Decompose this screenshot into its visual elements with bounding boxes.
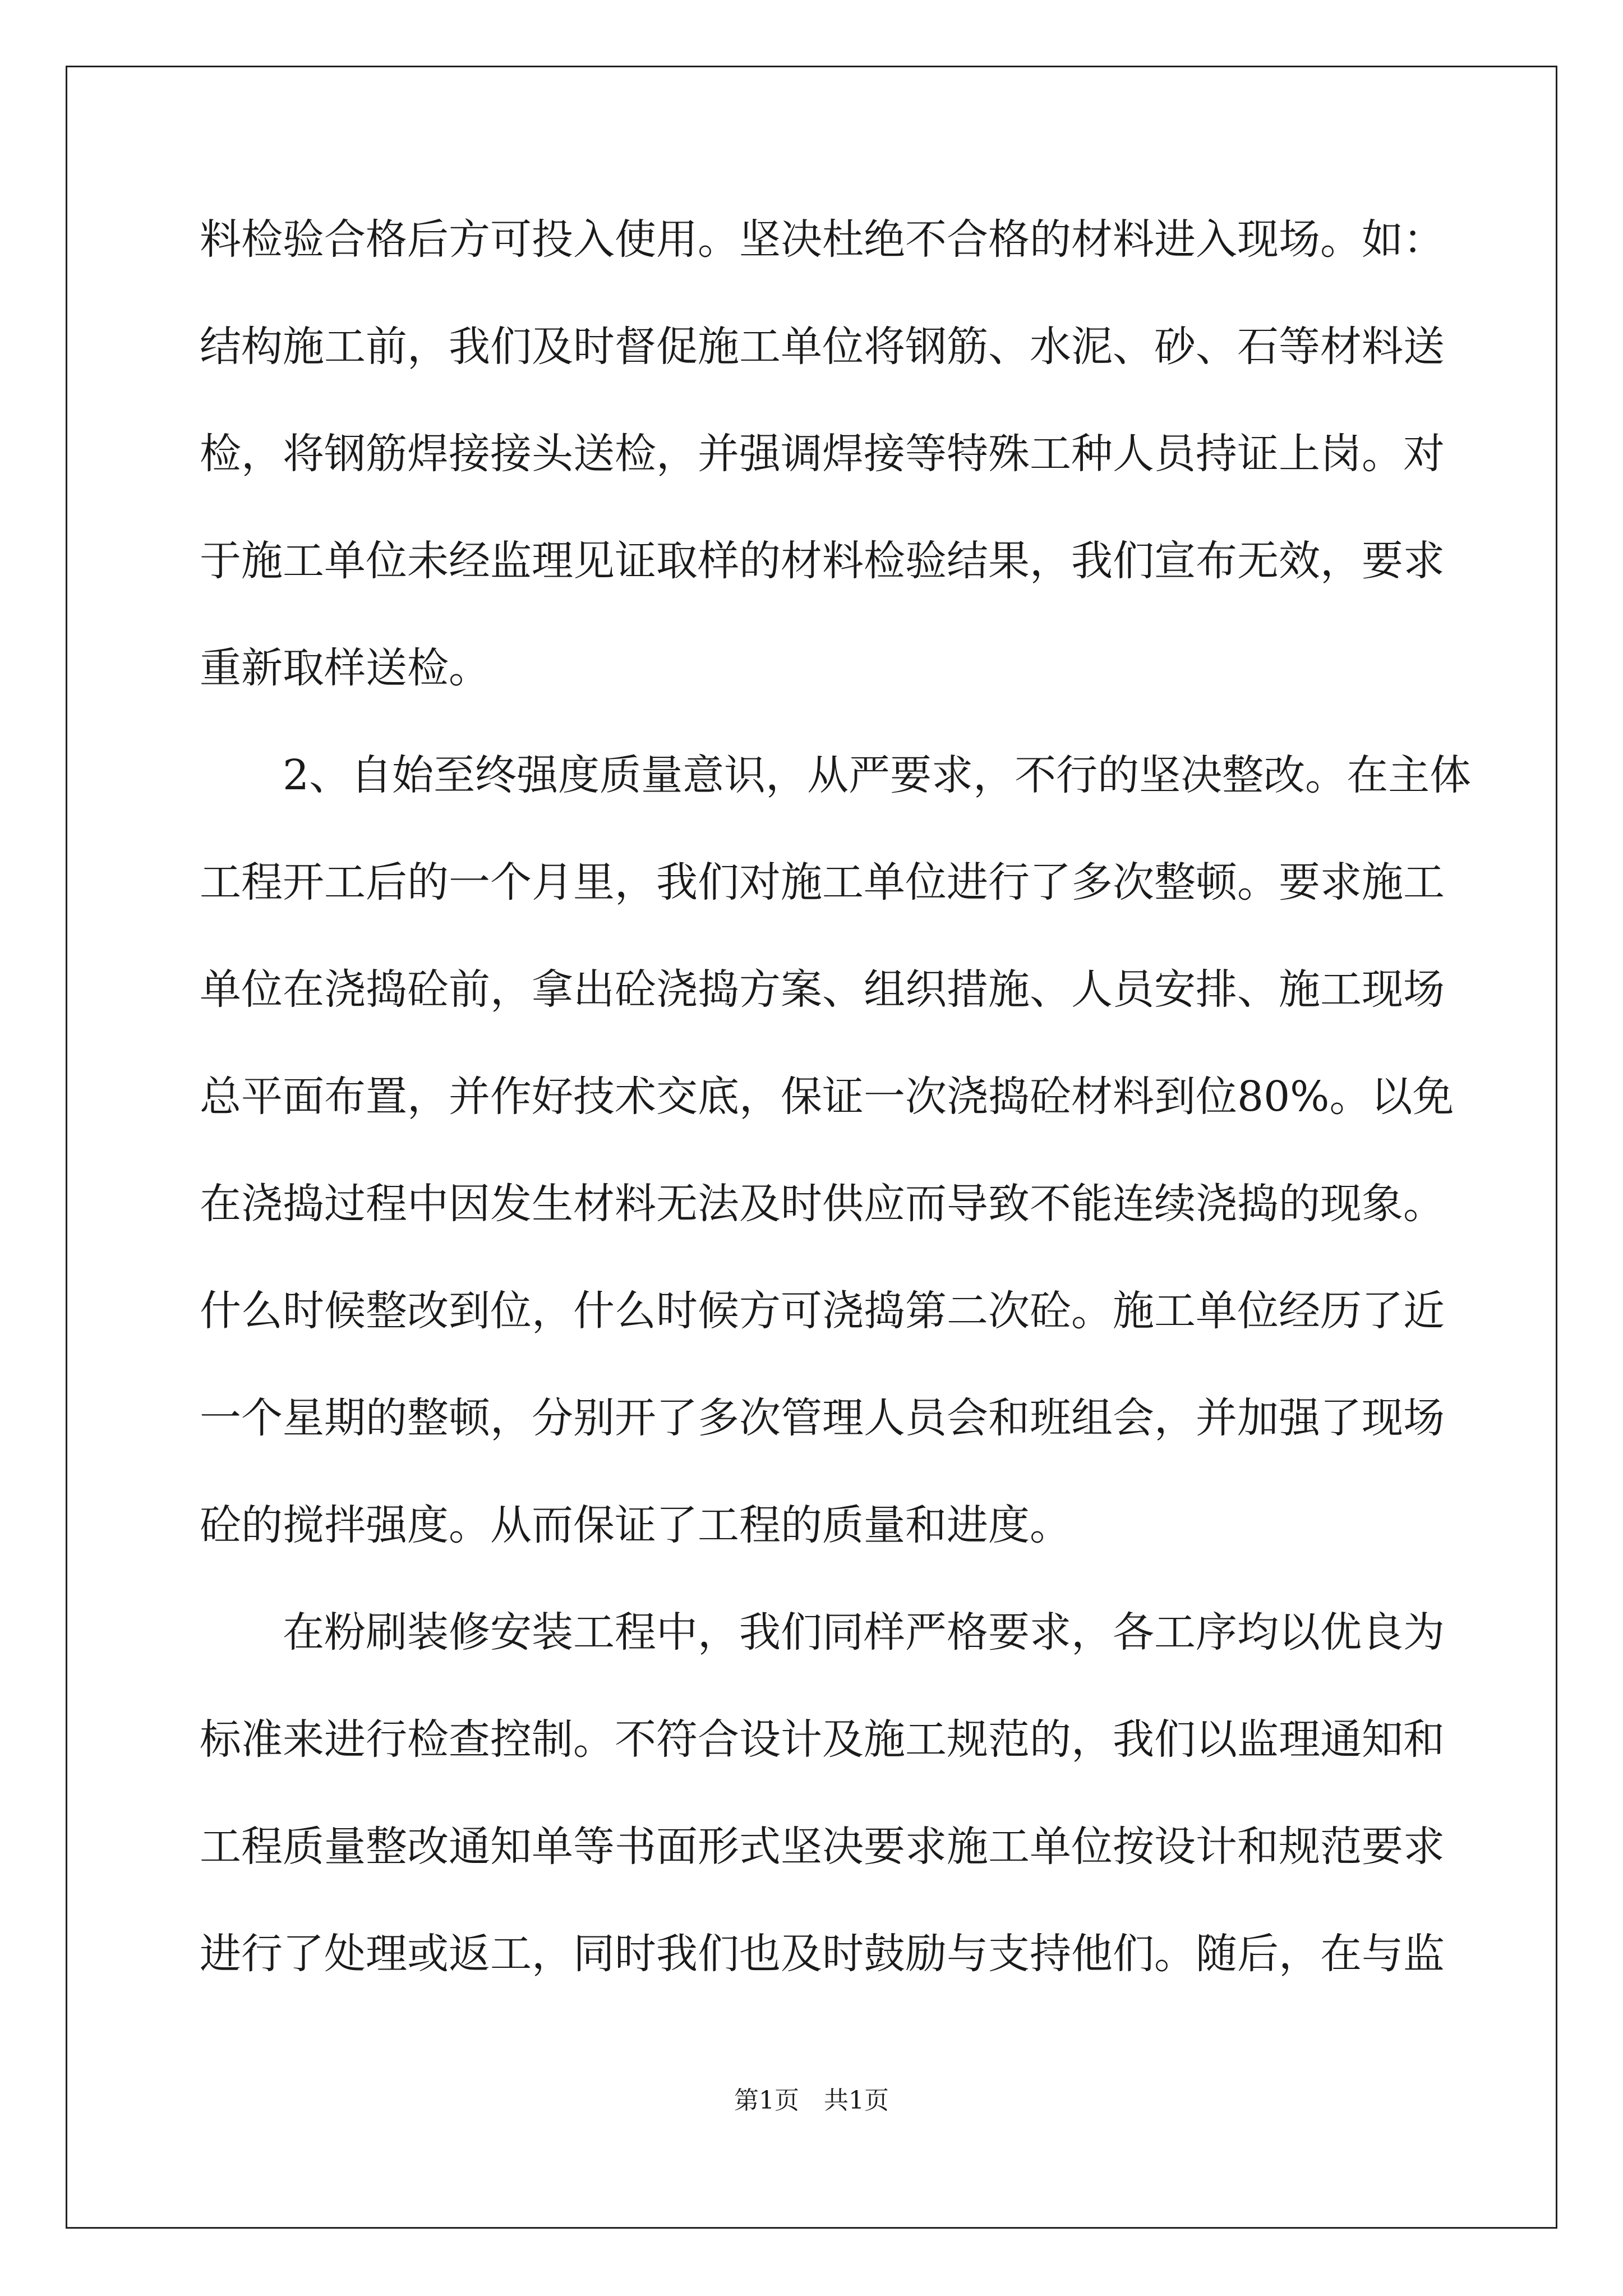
- text-line: 进行了处理或返工，同时我们也及时鼓励与支持他们。随后，在与监: [200, 1930, 1445, 1978]
- text-line: 单位在浇捣砼前，拿出砼浇捣方案、组织措施、人员安排、施工现场: [200, 965, 1445, 1014]
- text-line: 一个星期的整顿，分别开了多次管理人员会和班组会，并加强了现场: [200, 1394, 1445, 1442]
- text-line: 2、自始至终强度质量意识，从严要求，不行的坚决整改。在主体: [283, 751, 1472, 799]
- text-line: 重新取样送检。: [200, 644, 490, 692]
- page-footer: [0, 2084, 1623, 2118]
- text-line: 结构施工前，我们及时督促施工单位将钢筋、水泥、砂、石等材料送: [200, 323, 1445, 371]
- document-body: [200, 186, 1472, 2008]
- text-line: 工程开工后的一个月里，我们对施工单位进行了多次整顿。要求施工: [200, 858, 1445, 907]
- text-line: 砼的搅拌强度。从而保证了工程的质量和进度。: [200, 1501, 1071, 1549]
- page-number: 第1页: [734, 2086, 799, 2115]
- text-line: 什么时候整改到位，什么时候方可浇捣第二次砼。施工单位经历了近: [200, 1287, 1445, 1335]
- text-line: 检，将钢筋焊接接头送检，并强调焊接等特殊工种人员持证上岗。对: [200, 430, 1445, 478]
- text-line: 工程质量整改通知单等书面形式坚决要求施工单位按设计和规范要求: [200, 1823, 1445, 1871]
- text-line: 总平面布置，并作好技术交底，保证一次浇捣砼材料到位80%。以免: [200, 1073, 1454, 1121]
- page-total: 共1页: [824, 2086, 889, 2115]
- text-line: 标准来进行检查控制。不符合设计及施工规范的，我们以监理通知和: [200, 1715, 1445, 1764]
- text-line: 在浇捣过程中因发生材料无法及时供应而导致不能连续浇捣的现象。: [200, 1180, 1445, 1228]
- text-line: 在粉刷装修安装工程中，我们同样严格要求，各工序均以优良为: [283, 1608, 1445, 1657]
- text-line: 于施工单位未经监理见证取样的材料检验结果，我们宣布无效，要求: [200, 537, 1445, 585]
- text-line: 料检验合格后方可投入使用。坚决杜绝不合格的材料进入现场。如：: [200, 215, 1445, 264]
